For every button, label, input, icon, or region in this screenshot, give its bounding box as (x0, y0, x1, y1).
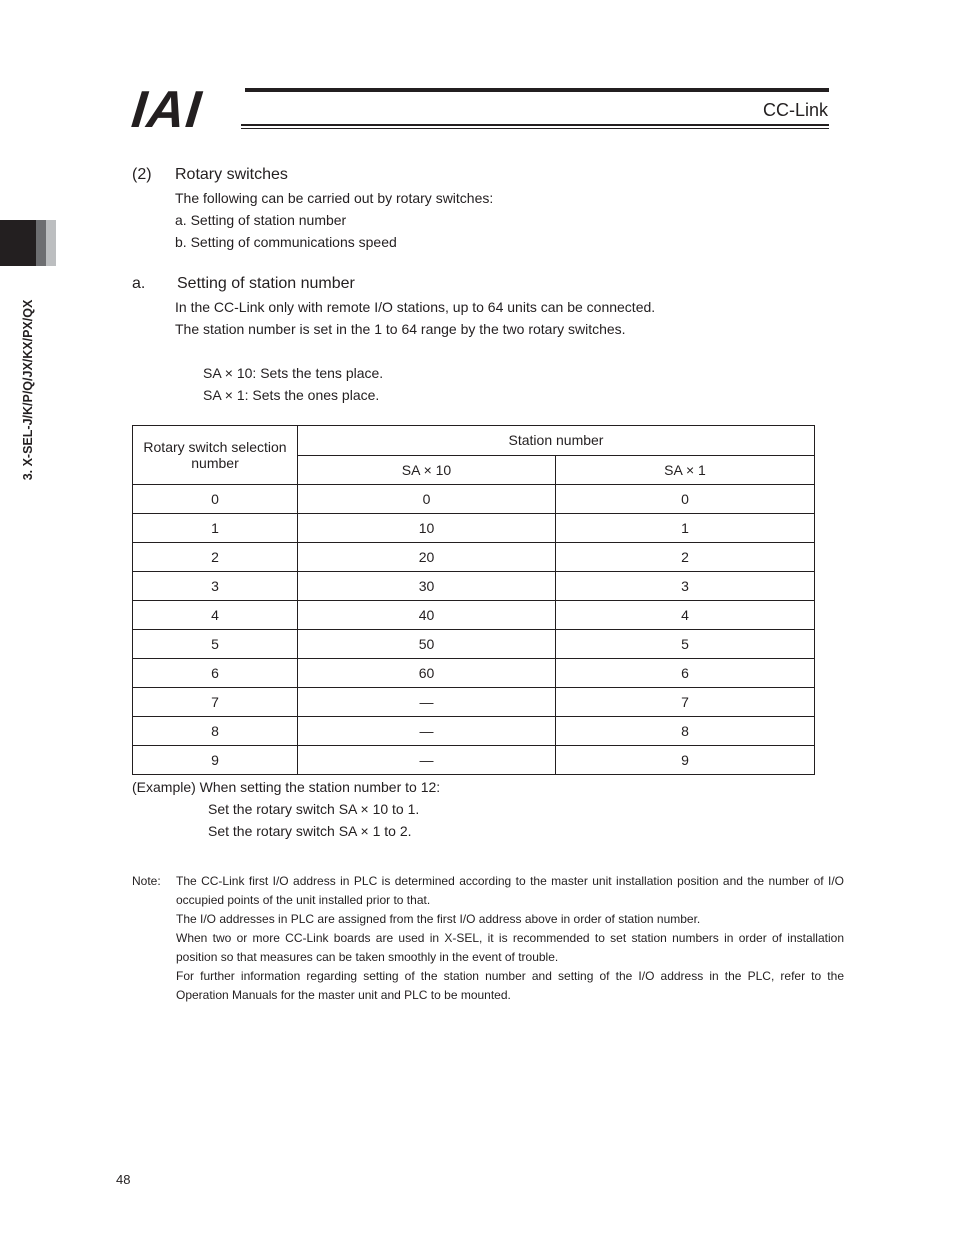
station-number-table (132, 425, 815, 775)
example-line-1: (Example) When setting the station number to 12: (132, 779, 441, 795)
note-label: Note: (132, 874, 161, 888)
station-paragraph-1: In the CC-Link only with remote I/O stations, up to 64 units can be connected. (175, 299, 656, 315)
rotary-item-b: b. Setting of communications speed (175, 234, 397, 250)
table-cell: 0 (556, 485, 815, 514)
table-cell: 3 (133, 572, 298, 601)
table-row (133, 485, 815, 514)
table-cell: 30 (298, 572, 556, 601)
example-line-3: Set the rotary switch SA × 1 to 2. (208, 823, 412, 839)
table-cell: 4 (556, 601, 815, 630)
table-cell: 3 (556, 572, 815, 601)
rotary-intro: The following can be carried out by rotary switches: (175, 190, 494, 206)
header-section-title: CC-Link (762, 100, 828, 120)
table-cell: 8 (133, 717, 298, 746)
station-heading: Setting of station number (177, 275, 355, 292)
table-header-sa1: SA × 1 (556, 455, 815, 485)
page-number: 48 (116, 1172, 131, 1187)
table-cell: 40 (298, 601, 556, 630)
table-cell: 5 (133, 630, 298, 659)
table-cell: 10 (298, 514, 556, 543)
note-paragraph-1: The CC-Link first I/O address in PLC is determined according to the master unit installation position and the number of I/O occupied points of the unit installed prior to that. (176, 874, 844, 907)
table-cell: — (298, 688, 556, 717)
table-row (133, 688, 815, 717)
table-cell: 1 (133, 514, 298, 543)
table-cell: 2 (133, 543, 298, 572)
rotary-item-a: a. Setting of station number (175, 212, 347, 228)
station-paragraph-2: The station number is set in the 1 to 64 range by the two rotary switches. (175, 321, 626, 337)
example-line-2: Set the rotary switch SA × 10 to 1. (208, 801, 420, 817)
table-cell: 60 (298, 659, 556, 688)
table-cell: 9 (133, 746, 298, 775)
chapter-tab-light (46, 220, 56, 266)
note-paragraph-2: The I/O addresses in PLC are assigned from the first I/O address above in order of station number. (176, 912, 701, 926)
table-row (133, 543, 815, 572)
table-cell: 8 (556, 717, 815, 746)
table-cell: 50 (298, 630, 556, 659)
chapter-tab-dark (0, 220, 36, 266)
table-header-selection-number: Rotary switch selection number (133, 426, 298, 485)
table-cell: 2 (556, 543, 815, 572)
table-row (133, 572, 815, 601)
note-paragraph-3: When two or more CC-Link boards are used in X-SEL, it is recommended to set station numbers in order of installation position so that measures can be taken smoothly in the event of trouble. (176, 931, 844, 964)
table-cell: — (298, 717, 556, 746)
sa1-description: SA × 1: Sets the ones place. (203, 387, 380, 403)
rotary-heading-number: (2) (132, 166, 152, 183)
table-cell: 7 (133, 688, 298, 717)
table-row (133, 514, 815, 543)
sa10-description: SA × 10: Sets the tens place. (203, 365, 384, 381)
table-cell: 6 (133, 659, 298, 688)
table-cell: 0 (133, 485, 298, 514)
table-cell: 4 (133, 601, 298, 630)
table-cell: 0 (298, 485, 556, 514)
chapter-side-label: 3. X-SEL-J/K/P/Q/JX/KX/PX/QX (21, 299, 35, 481)
table-row (133, 717, 815, 746)
table-cell: 1 (556, 514, 815, 543)
table-cell: 9 (556, 746, 815, 775)
note-body (176, 872, 844, 1005)
table-row (133, 601, 815, 630)
table-cell: 5 (556, 630, 815, 659)
note-paragraph-4: For further information regarding setting of the station number and setting of the I/O address in the PLC, refer to the Operation Manuals for the master unit and PLC to be mounted. (176, 969, 844, 1002)
rotary-heading: Rotary switches (175, 166, 288, 183)
station-heading-letter: a. (132, 275, 146, 292)
header-rule-bottom-thin (241, 128, 829, 129)
table-cell: 7 (556, 688, 815, 717)
table-row (133, 746, 815, 775)
chapter-tab-mid (36, 220, 46, 266)
header-rule-bottom (241, 124, 829, 126)
iai-logo: IAI (128, 81, 205, 139)
table-row (133, 630, 815, 659)
table-row (133, 659, 815, 688)
header-rule-top (245, 88, 829, 92)
table-cell: 20 (298, 543, 556, 572)
table-header-sa10: SA × 10 (298, 455, 556, 485)
table-cell: — (298, 746, 556, 775)
table-header-station-number: Station number (298, 426, 815, 456)
table-cell: 6 (556, 659, 815, 688)
